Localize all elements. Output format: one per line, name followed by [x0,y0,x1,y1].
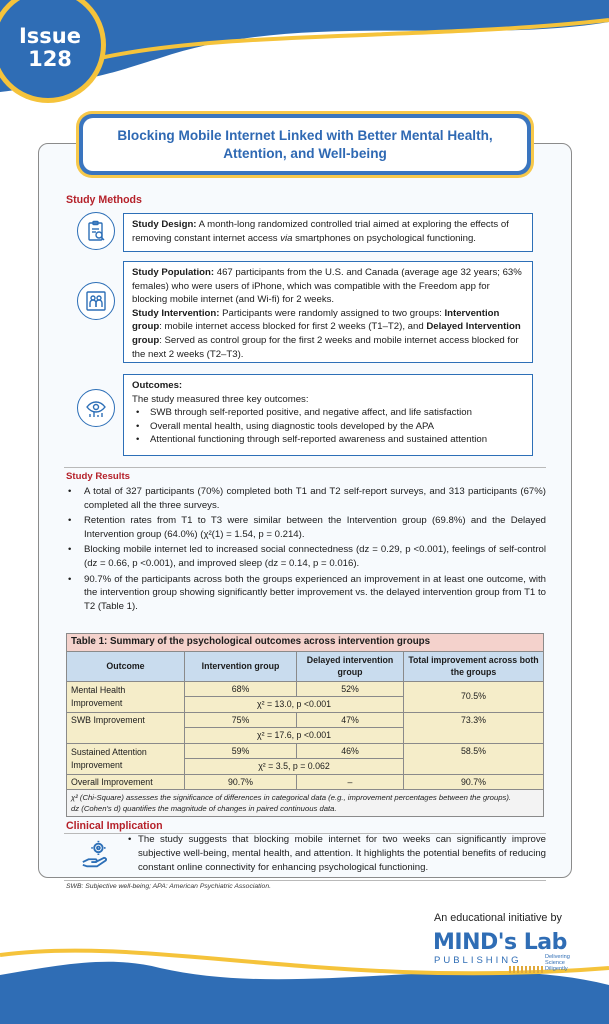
intervention-group-text: : mobile internet access blocked for first 2 weeks (T1–T2), and [159,321,427,333]
clipboard-icon [77,212,115,250]
hand-gear-icon [80,838,114,872]
table-cell: Mental Health Improvement [67,681,185,712]
table-cell: 59% [185,743,297,759]
table-row [67,681,544,697]
table-footnote: χ² (Chi-Square) assesses the significance of differences in categorical data (e.g., improvement percentages between the groups). dz (Cohen's d) quantifies the magnitude of changes in paired continuous data. [67,790,544,817]
results-list [64,485,546,615]
table-cell: 47% [297,712,404,728]
study-design-box [123,213,533,252]
people-icon [77,282,115,320]
list-item: • SWB through self-reported positive, and negative affect, and life satisfaction [132,406,524,420]
table-cell: SWB Improvement [67,712,185,743]
table-header: Total improvement across both the groups [404,651,544,681]
list-item: • Attentional functioning through self-reported awareness and sustained attention [132,433,524,447]
table-cell: 46% [297,743,404,759]
study-design-text: A month-long randomized controlled trial aimed at exploring the effects of removing constant internet access [132,219,509,244]
outcomes-label: Outcomes: [132,380,183,391]
page-title: Blocking Mobile Internet Linked with Better Mental Health, Attention, and Well-being [83,118,527,171]
issue-badge [10,24,90,70]
logo-tagline: Delivering Science Diligently [545,954,570,972]
intervention-group-label: Intervention group [132,307,500,333]
list-item: • A total of 327 participants (70%) completed both T1 and T2 self-report surveys, and 313 participants (67%) completed all the three surveys. [64,485,546,512]
list-item: • Retention rates from T1 to T3 were similar between the Intervention group (69.8%) and the Delayed Intervention group (64.0%) (χ²(1) = 1.54, p = 0.214). [64,514,546,541]
intervention-text: Participants were randomly assigned to two groups: [219,307,445,319]
outcomes-box [123,374,533,456]
table-cell: 58.5% [404,743,544,774]
list-item: • Overall mental health, using diagnostic tools developed by the APA [132,420,524,434]
table-cell: 90.7% [185,774,297,790]
issue-label: Issue [18,24,81,48]
table-header: Delayed intervention group [297,651,404,681]
outcomes-list [132,406,524,447]
list-item: • 90.7% of the participants across both the groups experienced an improvement in at least one outcome, with the intervention group showing significantly better improvement vs. the delayed intervention group from T1 to T2 (Table 1). [64,573,546,614]
divider [64,467,546,468]
table-cell: χ² = 17.6, p <0.001 [185,728,404,744]
table-row [67,743,544,759]
table-cell: χ² = 3.5, p = 0.062 [185,759,404,775]
outcomes-intro: The study measured three key outcomes: [132,393,309,405]
intervention-label: Study Intervention: [132,307,220,319]
table-row [67,712,544,728]
delayed-group-text: : Served as control group for the first 2 weeks and mobile internet access blocked for the next 2 weeks (T2–T3). [132,334,519,360]
table-row [67,774,544,790]
population-intervention-box [123,261,533,363]
abbreviations-footnote: SWB: Subjective well-being; APA: American Psychiatric Association. [66,883,271,890]
population-label: Study Population: [132,267,215,278]
population-text: 467 participants from the U.S. and Canada (average age 32 years; 63% females) who were users of iPhone, which was compatible with the Freedom app for blocking mobile internet (and Wi-fi) for 2 weeks. [132,267,522,306]
logo-bars [509,966,543,973]
table-header: Intervention group [185,651,297,681]
title-banner [76,111,534,178]
study-methods-heading: Study Methods [66,194,142,206]
study-design-text-2: smartphones on psychological functioning. [292,232,476,244]
table-cell: 52% [297,681,404,697]
table-cell: 73.3% [404,712,544,743]
table-cell: Overall Improvement [67,774,185,790]
educational-initiative: An educational initiative by [434,912,562,924]
table-cell: – [297,774,404,790]
logo-brand: MIND's Lab [433,930,567,955]
study-results-heading: Study Results [66,471,130,482]
minds-lab-logo [433,930,583,976]
divider [64,880,546,881]
issue-number: 128 [28,47,72,71]
table-cell: 90.7% [404,774,544,790]
clinical-text: • The study suggests that blocking mobile internet for two weeks can significantly improve subjective well-being, mental health, and attention. It highlights the potential benefits of reducing constant online connectivity for enhancing psychological functioning. [128,833,546,876]
delayed-group-label: Delayed Intervention group [132,321,521,346]
table-caption: Table 1: Summary of the psychological outcomes across intervention groups [67,634,544,652]
table-cell: Sustained Attention Improvement [67,743,185,774]
clinical-heading: Clinical Implication [66,820,163,832]
table-cell: 68% [185,681,297,697]
table-header: Outcome [67,651,185,681]
table-cell: 70.5% [404,681,544,712]
summary-table [66,633,544,817]
list-item: • Blocking mobile internet led to increased social connectedness (dz = 0.29, p <0.001), feelings of self-control (dz = 0.66, p <0.001), and improved sleep (dz = 0.14, p = 0.016). [64,543,546,570]
eye-chart-icon [77,389,115,427]
table-cell: χ² = 13.0, p <0.001 [185,697,404,713]
table-cell: 75% [185,712,297,728]
logo-publishing: PUBLISHING [434,955,522,966]
study-design-label: Study Design: [132,219,197,230]
study-design-via: via [280,232,293,244]
